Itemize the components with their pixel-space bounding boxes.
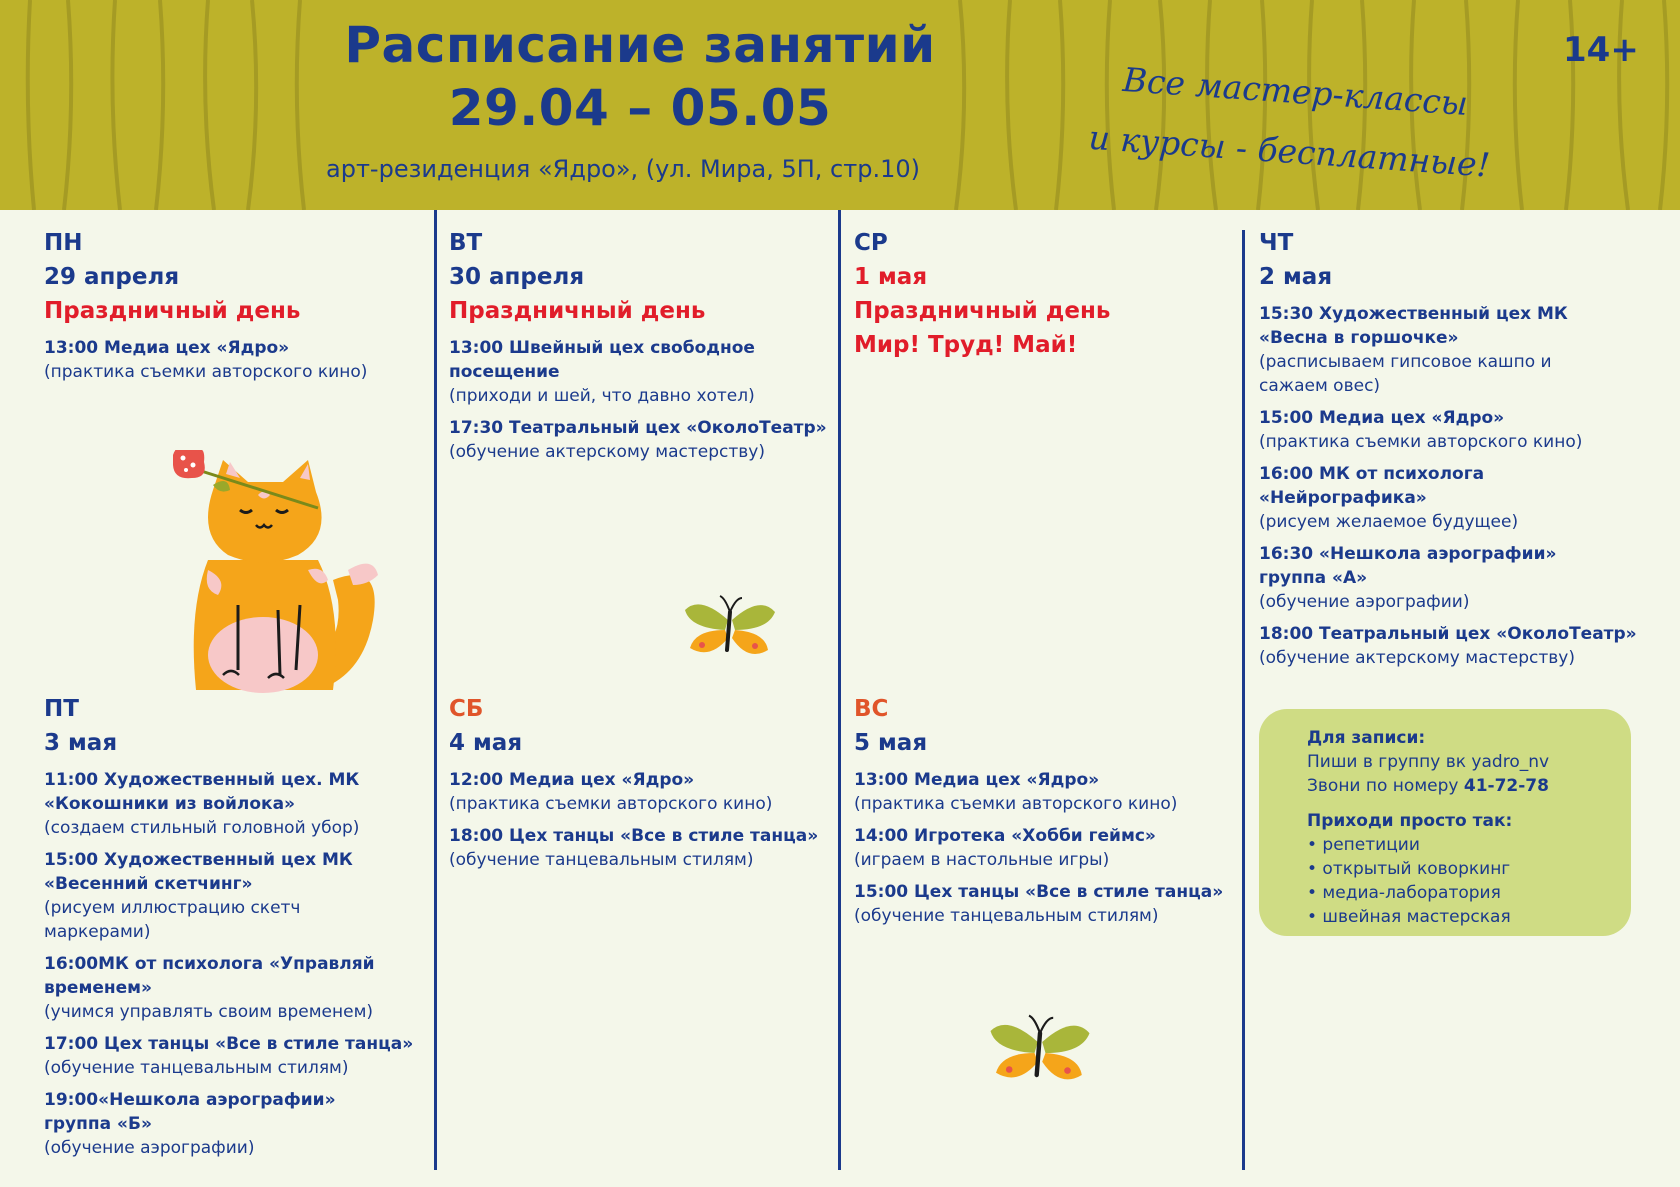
event-description: (расписываем гипсовое кашпо и сажаем овес) xyxy=(1259,352,1552,396)
walkin-item: • швейная мастерская xyxy=(1307,907,1511,927)
event-title: 15:00 Художественный цех МК «Весенний скетчинг» xyxy=(44,850,353,894)
event-title: 15:00 Цех танцы «Все в стиле танца» xyxy=(854,882,1224,902)
day-date: 1 мая xyxy=(854,264,928,290)
day-label: ЧТ xyxy=(1259,230,1294,256)
day-label: ВТ xyxy=(449,230,483,256)
event-item xyxy=(44,848,374,944)
event-item xyxy=(449,416,829,464)
walkin-item: • медиа-лаборатория xyxy=(1307,883,1501,903)
event-item xyxy=(44,1088,354,1160)
day-date: 5 мая xyxy=(854,730,928,756)
event-title: 16:00 МК от психолога «Нейрографика» xyxy=(1259,464,1485,508)
day-date: 30 апреля xyxy=(449,264,585,290)
event-item xyxy=(1259,622,1639,670)
event-title: 15:00 Медиа цех «Ядро» xyxy=(1259,408,1505,428)
event-item xyxy=(449,336,779,408)
event-title: 13:00 Медиа цех «Ядро» xyxy=(854,770,1100,790)
event-description: (обучение актерскому мастерству) xyxy=(449,442,765,462)
event-title: 15:30 Художественный цех МК «Весна в горшочке» xyxy=(1259,304,1568,348)
event-item xyxy=(1259,462,1539,534)
cat-with-flower-icon xyxy=(168,450,398,700)
signup-phone-line xyxy=(1307,774,1609,798)
event-description: (обучение танцевальным стилям) xyxy=(44,1058,349,1078)
day-label: ПТ xyxy=(44,696,79,722)
venue-address: арт-резиденция «Ядро», (ул. Мира, 5П, стр.10) xyxy=(326,155,920,183)
event-description: (практика съемки авторского кино) xyxy=(854,794,1178,814)
event-title: 18:00 Театральный цех «ОколоТеатр» xyxy=(1259,624,1637,644)
day-label: ВС xyxy=(854,696,889,722)
event-item xyxy=(854,824,1234,872)
event-title: 11:00 Художественный цех. МК «Кокошники из войлока» xyxy=(44,770,360,814)
event-description: (играем в настольные игры) xyxy=(854,850,1110,870)
holiday-note: Праздничный день xyxy=(854,298,1111,324)
walkin-item: • открытый коворкинг xyxy=(1307,859,1511,879)
day-column-wed xyxy=(854,226,1224,362)
event-item xyxy=(449,768,829,816)
holiday-slogan: Мир! Труд! Май! xyxy=(854,332,1078,358)
event-title: 13:00 Медиа цех «Ядро» xyxy=(44,338,290,358)
day-date: 4 мая xyxy=(449,730,523,756)
holiday-note: Праздничный день xyxy=(449,298,706,324)
day-column-thu xyxy=(1259,226,1639,670)
butterfly-icon xyxy=(985,1008,1095,1098)
event-item xyxy=(854,880,1234,928)
event-title: 17:30 Театральный цех «ОколоТеатр» xyxy=(449,418,827,438)
event-item xyxy=(449,824,829,872)
event-description: (обучение аэрографии) xyxy=(44,1138,255,1158)
signup-info-box xyxy=(1259,709,1631,936)
event-title: 16:30 «Нешкола аэрографии» группа «А» xyxy=(1259,544,1557,588)
day-column-sat xyxy=(449,692,829,872)
event-description: (практика съемки авторского кино) xyxy=(1259,432,1583,452)
day-column-sun xyxy=(854,692,1234,928)
day-date: 29 апреля xyxy=(44,264,180,290)
column-divider xyxy=(838,210,841,1170)
day-column-fri xyxy=(44,692,424,1160)
event-title: 19:00«Нешкола аэрографии» группа «Б» xyxy=(44,1090,336,1134)
walkin-item: • репетиции xyxy=(1307,835,1420,855)
title-line-2: 29.04 – 05.05 xyxy=(448,79,832,137)
phone-number: 41-72-78 xyxy=(1463,776,1549,796)
event-item xyxy=(44,1032,424,1080)
event-item xyxy=(1259,542,1589,614)
signup-vk: Пиши в группу вк yadro_nv xyxy=(1307,752,1550,772)
day-label: СБ xyxy=(449,696,484,722)
day-column-mon xyxy=(44,226,414,384)
day-date: 2 мая xyxy=(1259,264,1333,290)
event-description: (учимся управлять своим временем) xyxy=(44,1002,374,1022)
slogan-line-1: Все мастер-классы xyxy=(1121,59,1470,123)
event-title: 14:00 Игротека «Хобби геймс» xyxy=(854,826,1156,846)
event-description: (рисуем желаемое будущее) xyxy=(1259,512,1519,532)
day-label: ПН xyxy=(44,230,83,256)
day-label: СР xyxy=(854,230,888,256)
event-description: (обучение танцевальным стилям) xyxy=(449,850,754,870)
event-item xyxy=(44,768,384,840)
event-title: 13:00 Швейный цех свободное посещение xyxy=(449,338,755,382)
column-divider xyxy=(434,210,437,1170)
page-title xyxy=(290,14,990,140)
butterfly-icon xyxy=(680,590,780,670)
signup-title: Для записи: xyxy=(1307,728,1426,748)
age-rating: 14+ xyxy=(1563,30,1639,70)
event-description: (обучение актерскому мастерству) xyxy=(1259,648,1575,668)
event-title: 18:00 Цех танцы «Все в стиле танца» xyxy=(449,826,819,846)
event-title: 17:00 Цех танцы «Все в стиле танца» xyxy=(44,1034,414,1054)
event-description: (рисуем иллюстрацию скетч маркерами) xyxy=(44,898,301,942)
event-item xyxy=(1259,406,1639,454)
day-column-tue xyxy=(449,226,829,464)
phone-prefix: Звони по номеру xyxy=(1307,776,1464,796)
event-title: 12:00 Медиа цех «Ядро» xyxy=(449,770,695,790)
event-description: (практика съемки авторского кино) xyxy=(449,794,773,814)
day-date: 3 мая xyxy=(44,730,118,756)
event-item xyxy=(854,768,1234,816)
event-description: (создаем стильный головной убор) xyxy=(44,818,360,838)
event-title: 16:00МК от психолога «Управляй временем» xyxy=(44,954,375,998)
column-divider xyxy=(1242,230,1245,1170)
header-banner xyxy=(0,0,1680,210)
title-line-1: Расписание занятий xyxy=(344,16,936,74)
event-description: (обучение танцевальным стилям) xyxy=(854,906,1159,926)
event-item xyxy=(44,336,414,384)
slogan-line-2: и курсы - бесплатные! xyxy=(1087,117,1492,185)
event-item xyxy=(44,952,384,1024)
event-description: (обучение аэрографии) xyxy=(1259,592,1470,612)
walkin-title: Приходи просто так: xyxy=(1307,811,1513,831)
event-item xyxy=(1259,302,1639,398)
holiday-note: Праздничный день xyxy=(44,298,301,324)
event-description: (приходи и шей, что давно хотел) xyxy=(449,386,755,406)
event-description: (практика съемки авторского кино) xyxy=(44,362,368,382)
